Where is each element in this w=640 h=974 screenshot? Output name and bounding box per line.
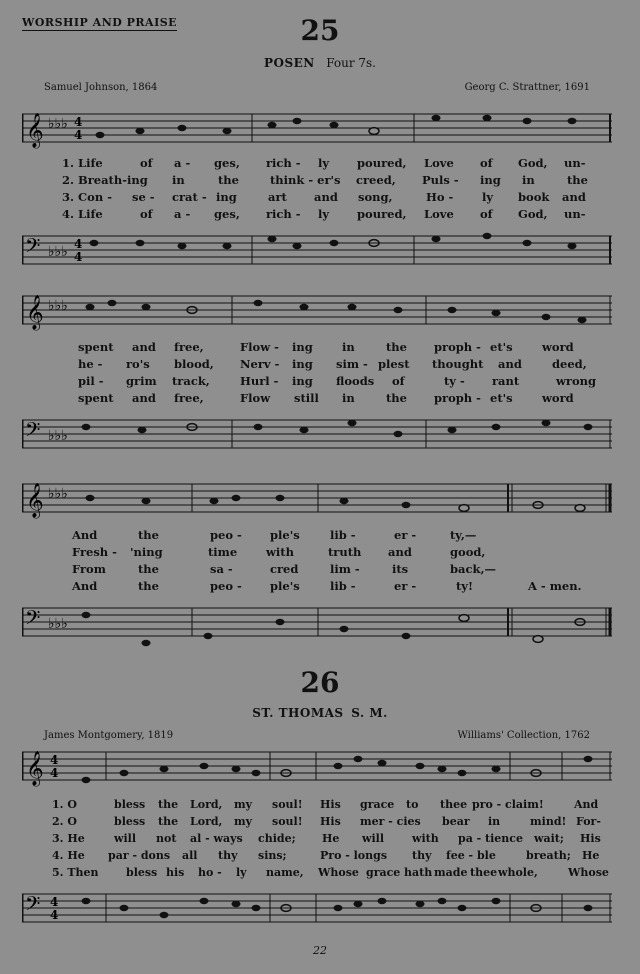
lyric-syllable: ty! (456, 579, 474, 593)
lyric-syllable: And (574, 798, 599, 811)
tune-name: ST. THOMAS (252, 706, 344, 720)
lyric-syllable: Whose (568, 866, 609, 879)
lyric-syllable: a - (174, 156, 191, 170)
lyric-syllable: 1. O (52, 798, 77, 811)
lyric-syllable: God, (518, 207, 548, 221)
lyric-syllable: and (388, 545, 412, 559)
lyric-line (22, 207, 612, 224)
lyric-syllable: bless (114, 798, 146, 811)
lyric-syllable: fee - ble (446, 849, 496, 862)
svg-text:𝄞: 𝄞 (26, 751, 44, 786)
lyric-syllable: ly (318, 156, 330, 170)
lyric-line (22, 579, 612, 596)
lyric-syllable: of (480, 156, 493, 170)
lyric-syllable: 4. He (52, 849, 85, 862)
lyric-syllable: bless (126, 866, 158, 879)
svg-text:𝄞: 𝄞 (26, 483, 44, 518)
lyric-syllable: poured, (357, 156, 407, 170)
lyric-syllable: pa - tience (458, 832, 523, 845)
lyric-syllable: name, (266, 866, 304, 879)
lyric-syllable: with (266, 545, 294, 559)
lyric-syllable: in (342, 391, 355, 405)
lyric-syllable: wrong (556, 374, 597, 388)
lyric-syllable: He (322, 832, 340, 845)
lyric-syllable: art (268, 190, 287, 204)
lyric-syllable: spent (78, 391, 114, 405)
lyric-syllable: and (562, 190, 586, 204)
lyric-line (22, 357, 612, 374)
lyric-syllable: his (166, 866, 185, 879)
svg-text:4: 4 (74, 237, 83, 251)
lyric-syllable: Lord, (190, 798, 223, 811)
svg-text:4: 4 (74, 128, 83, 142)
lyric-syllable: with (412, 832, 439, 845)
lyric-syllable: Fresh - (72, 545, 117, 559)
page-number: 22 (313, 944, 327, 957)
lyric-syllable: ple's (270, 579, 300, 593)
treble-staff (22, 108, 612, 156)
lyric-syllable: book (518, 190, 550, 204)
svg-text:𝄢: 𝄢 (25, 892, 41, 920)
lyric-syllable: my (234, 798, 253, 811)
lyric-syllable: creed, (356, 173, 396, 187)
hymn-number: 26 (300, 666, 340, 699)
svg-text:𝄞: 𝄞 (26, 295, 44, 330)
bass-staff (22, 226, 612, 274)
lyric-syllable: and (498, 357, 522, 371)
lyric-line (22, 156, 612, 173)
lyric-syllable: free, (174, 340, 204, 354)
lyric-syllable: ly (236, 866, 247, 879)
lyric-syllable: will (362, 832, 385, 845)
section-label: WORSHIP AND PRAISE (22, 16, 178, 29)
lyric-syllable: proph - (434, 391, 481, 405)
lyric-line (22, 528, 612, 545)
lyric-syllable: time (208, 545, 238, 559)
lyric-line (22, 562, 612, 579)
lyric-syllable: 3. Con - (62, 190, 112, 204)
words-credit: Samuel Johnson, 1864 (44, 82, 158, 93)
lyric-syllable: ly (318, 207, 330, 221)
tune-line (0, 56, 640, 70)
lyric-syllable: 4. Life (62, 207, 103, 221)
svg-text:♭♭♭: ♭♭♭ (48, 244, 68, 260)
lyric-syllable: sim - (336, 357, 368, 371)
svg-text:𝄢: 𝄢 (25, 606, 41, 634)
lyric-syllable: the (158, 798, 179, 811)
lyric-syllable: ing (216, 190, 237, 204)
lyric-syllable: thy (218, 849, 238, 862)
lyric-syllable: ple's (270, 528, 300, 542)
lyric-syllable: ges, (214, 207, 240, 221)
lyric-syllable: crat - (172, 190, 207, 204)
lyric-syllable: and (314, 190, 338, 204)
words-credit: James Montgomery, 1819 (44, 730, 174, 741)
lyric-line (22, 815, 612, 832)
lyric-line (22, 849, 612, 866)
lyric-syllable: of (140, 207, 153, 221)
lyric-syllable: thee (470, 866, 498, 879)
music-credit: Williams' Collection, 1762 (457, 730, 590, 741)
lyric-syllable: mer - cies (360, 815, 421, 828)
lyric-syllable: bless (114, 815, 146, 828)
svg-text:4: 4 (50, 895, 59, 909)
svg-text:♭♭♭: ♭♭♭ (48, 116, 68, 132)
lyric-syllable: Hurl - (240, 374, 279, 388)
svg-text:4: 4 (50, 766, 59, 780)
lyric-syllable: 5. Then (52, 866, 99, 879)
lyric-syllable: track, (172, 374, 210, 388)
lyric-syllable: chide; (258, 832, 296, 845)
meter: S. M. (351, 706, 388, 720)
lyric-syllable: His (320, 798, 341, 811)
lyric-syllable: good, (450, 545, 486, 559)
lyric-syllable: 2. Breath-ing (62, 173, 148, 187)
lyric-syllable: rich - (266, 207, 301, 221)
tune-name: POSEN (264, 56, 315, 70)
lyric-syllable: He (582, 849, 600, 862)
lyric-syllable: al - ways (190, 832, 243, 845)
lyric-syllable: ing (292, 340, 313, 354)
lyrics-block (22, 798, 612, 883)
lyric-syllable: And (72, 579, 98, 593)
bass-staff (22, 598, 612, 662)
lyric-syllable: et's (490, 340, 513, 354)
lyric-syllable: the (567, 173, 588, 187)
lyrics-block (22, 528, 612, 596)
lyric-syllable: His (580, 832, 601, 845)
svg-text:♭♭♭: ♭♭♭ (48, 298, 68, 314)
lyric-line (22, 866, 612, 883)
treble-staff (22, 746, 612, 794)
lyric-syllable: my (234, 815, 253, 828)
lyric-syllable: poured, (357, 207, 407, 221)
lyric-syllable: to (406, 798, 419, 811)
lyric-syllable: grim (126, 374, 157, 388)
lyric-syllable: Flow - (240, 340, 279, 354)
lyric-syllable: A - men. (528, 579, 582, 593)
tune-line (0, 706, 640, 720)
lyric-syllable: still (294, 391, 319, 405)
svg-text:♭♭♭: ♭♭♭ (48, 428, 68, 444)
lyric-syllable: lib - (330, 528, 356, 542)
lyric-syllable: proph - (434, 340, 481, 354)
lyric-syllable: Pro - longs (320, 849, 388, 862)
lyric-syllable: ing (480, 173, 501, 187)
svg-text:♭♭♭: ♭♭♭ (48, 616, 68, 632)
svg-text:𝄞: 𝄞 (26, 113, 44, 148)
bass-staff (22, 886, 612, 942)
lyric-syllable: ges, (214, 156, 240, 170)
lyric-syllable: the (138, 562, 159, 576)
lyric-syllable: in (522, 173, 535, 187)
meter: Four 7s. (326, 56, 376, 70)
lyric-syllable: lib - (330, 579, 356, 593)
lyric-syllable: the (138, 528, 159, 542)
lyric-syllable: all (182, 849, 198, 862)
lyric-syllable: the (386, 391, 407, 405)
lyric-syllable: Ho - (426, 190, 454, 204)
lyric-syllable: 1. Life (62, 156, 103, 170)
lyric-syllable: word (542, 340, 574, 354)
lyric-syllable: back,— (450, 562, 496, 576)
lyrics-block (22, 156, 612, 224)
lyric-syllable: ty - (444, 374, 465, 388)
lyric-syllable: song, (358, 190, 393, 204)
lyric-syllable: Lord, (190, 815, 223, 828)
lyric-syllable: Nerv - (240, 357, 280, 371)
lyric-syllable: plest (378, 357, 410, 371)
lyric-syllable: peo - (210, 528, 242, 542)
lyric-syllable: From (72, 562, 106, 576)
svg-text:4: 4 (50, 908, 59, 922)
lyric-syllable: Whose (318, 866, 359, 879)
svg-text:𝄢: 𝄢 (25, 234, 41, 262)
lyric-syllable: free, (174, 391, 204, 405)
lyric-line (22, 173, 612, 190)
lyric-syllable: ing (292, 357, 313, 371)
lyric-syllable: His (320, 815, 341, 828)
lyric-line (22, 391, 612, 408)
lyric-syllable: soul! (272, 798, 303, 811)
lyric-syllable: pil - (78, 374, 104, 388)
lyric-line (22, 374, 612, 391)
lyric-syllable: thee (440, 798, 468, 811)
lyric-syllable: Love (424, 207, 454, 221)
lyric-syllable: Flow (240, 391, 271, 405)
lyric-syllable: blood, (174, 357, 214, 371)
lyric-syllable: se - (132, 190, 155, 204)
lyric-syllable: the (138, 579, 159, 593)
lyric-syllable: grace (366, 866, 401, 879)
lyric-syllable: 3. He (52, 832, 85, 845)
lyric-syllable: rich - (266, 156, 301, 170)
lyric-syllable: sa - (210, 562, 233, 576)
lyric-syllable: Puls - (422, 173, 459, 187)
lyric-syllable: spent (78, 340, 114, 354)
lyric-syllable: er - (394, 528, 417, 542)
svg-text:♭♭♭: ♭♭♭ (48, 486, 68, 502)
lyric-syllable: sins; (258, 849, 287, 862)
lyric-syllable: word (542, 391, 574, 405)
lyric-line (22, 832, 612, 849)
lyric-syllable: in (488, 815, 501, 828)
lyric-syllable: in (172, 173, 185, 187)
lyric-syllable: Love (424, 156, 454, 170)
lyric-syllable: rant (492, 374, 520, 388)
lyric-syllable: deed, (552, 357, 587, 371)
lyric-syllable: par - dons (108, 849, 171, 862)
lyric-syllable: ing (292, 374, 313, 388)
lyric-syllable: will (114, 832, 137, 845)
lyric-syllable: ly (482, 190, 494, 204)
lyric-syllable: cred (270, 562, 299, 576)
lyric-syllable: soul! (272, 815, 303, 828)
lyric-syllable: think - er's (270, 173, 341, 187)
lyrics-block (22, 340, 612, 408)
svg-text:4: 4 (74, 250, 83, 264)
treble-staff (22, 478, 612, 526)
lyric-syllable: in (342, 340, 355, 354)
lyric-syllable: mind! (530, 815, 567, 828)
lyric-syllable: truth (328, 545, 362, 559)
lyric-syllable: 2. O (52, 815, 77, 828)
lyric-syllable: et's (490, 391, 513, 405)
lyric-syllable: un- (564, 156, 586, 170)
lyric-syllable: of (392, 374, 405, 388)
lyric-syllable: made (434, 866, 468, 879)
lyric-line (22, 190, 612, 207)
music-credit: Georg C. Strattner, 1691 (464, 82, 590, 93)
lyric-line (22, 545, 612, 562)
lyric-syllable: ty,— (450, 528, 477, 542)
svg-text:4: 4 (50, 753, 59, 767)
lyric-syllable: ho - (198, 866, 222, 879)
lyric-syllable: ro's (126, 357, 150, 371)
lyric-syllable: the (158, 815, 179, 828)
lyric-syllable: grace (360, 798, 395, 811)
lyric-syllable: God, (518, 156, 548, 170)
lyric-syllable: pro - claim! (472, 798, 544, 811)
lyric-syllable: bear (442, 815, 470, 828)
lyric-syllable: hath (404, 866, 433, 879)
lyric-syllable: the (218, 173, 239, 187)
lyric-syllable: not (156, 832, 177, 845)
lyric-syllable: floods (336, 374, 375, 388)
lyric-syllable: un- (564, 207, 586, 221)
lyric-line (22, 340, 612, 357)
lyric-syllable: a - (174, 207, 191, 221)
lyric-syllable: For- (576, 815, 601, 828)
lyric-line (22, 798, 612, 815)
lyric-syllable: of (480, 207, 493, 221)
lyric-syllable: whole, (498, 866, 538, 879)
lyric-syllable: er - (394, 579, 417, 593)
lyric-syllable: and (132, 391, 156, 405)
lyric-syllable: thought (432, 357, 484, 371)
lyric-syllable: and (132, 340, 156, 354)
svg-text:𝄢: 𝄢 (25, 418, 41, 446)
lyric-syllable: lim - (330, 562, 360, 576)
hymn-number: 25 (300, 14, 340, 47)
lyric-syllable: of (140, 156, 153, 170)
lyric-syllable: breath; (526, 849, 571, 862)
lyric-syllable: wait; (534, 832, 564, 845)
lyric-syllable: the (386, 340, 407, 354)
lyric-syllable: 'ning (130, 545, 163, 559)
treble-staff (22, 290, 612, 338)
lyric-syllable: And (72, 528, 98, 542)
lyric-syllable: he - (78, 357, 103, 371)
svg-text:4: 4 (74, 115, 83, 129)
lyric-syllable: peo - (210, 579, 242, 593)
bass-staff (22, 410, 612, 462)
lyric-syllable: its (392, 562, 409, 576)
lyric-syllable: thy (412, 849, 432, 862)
